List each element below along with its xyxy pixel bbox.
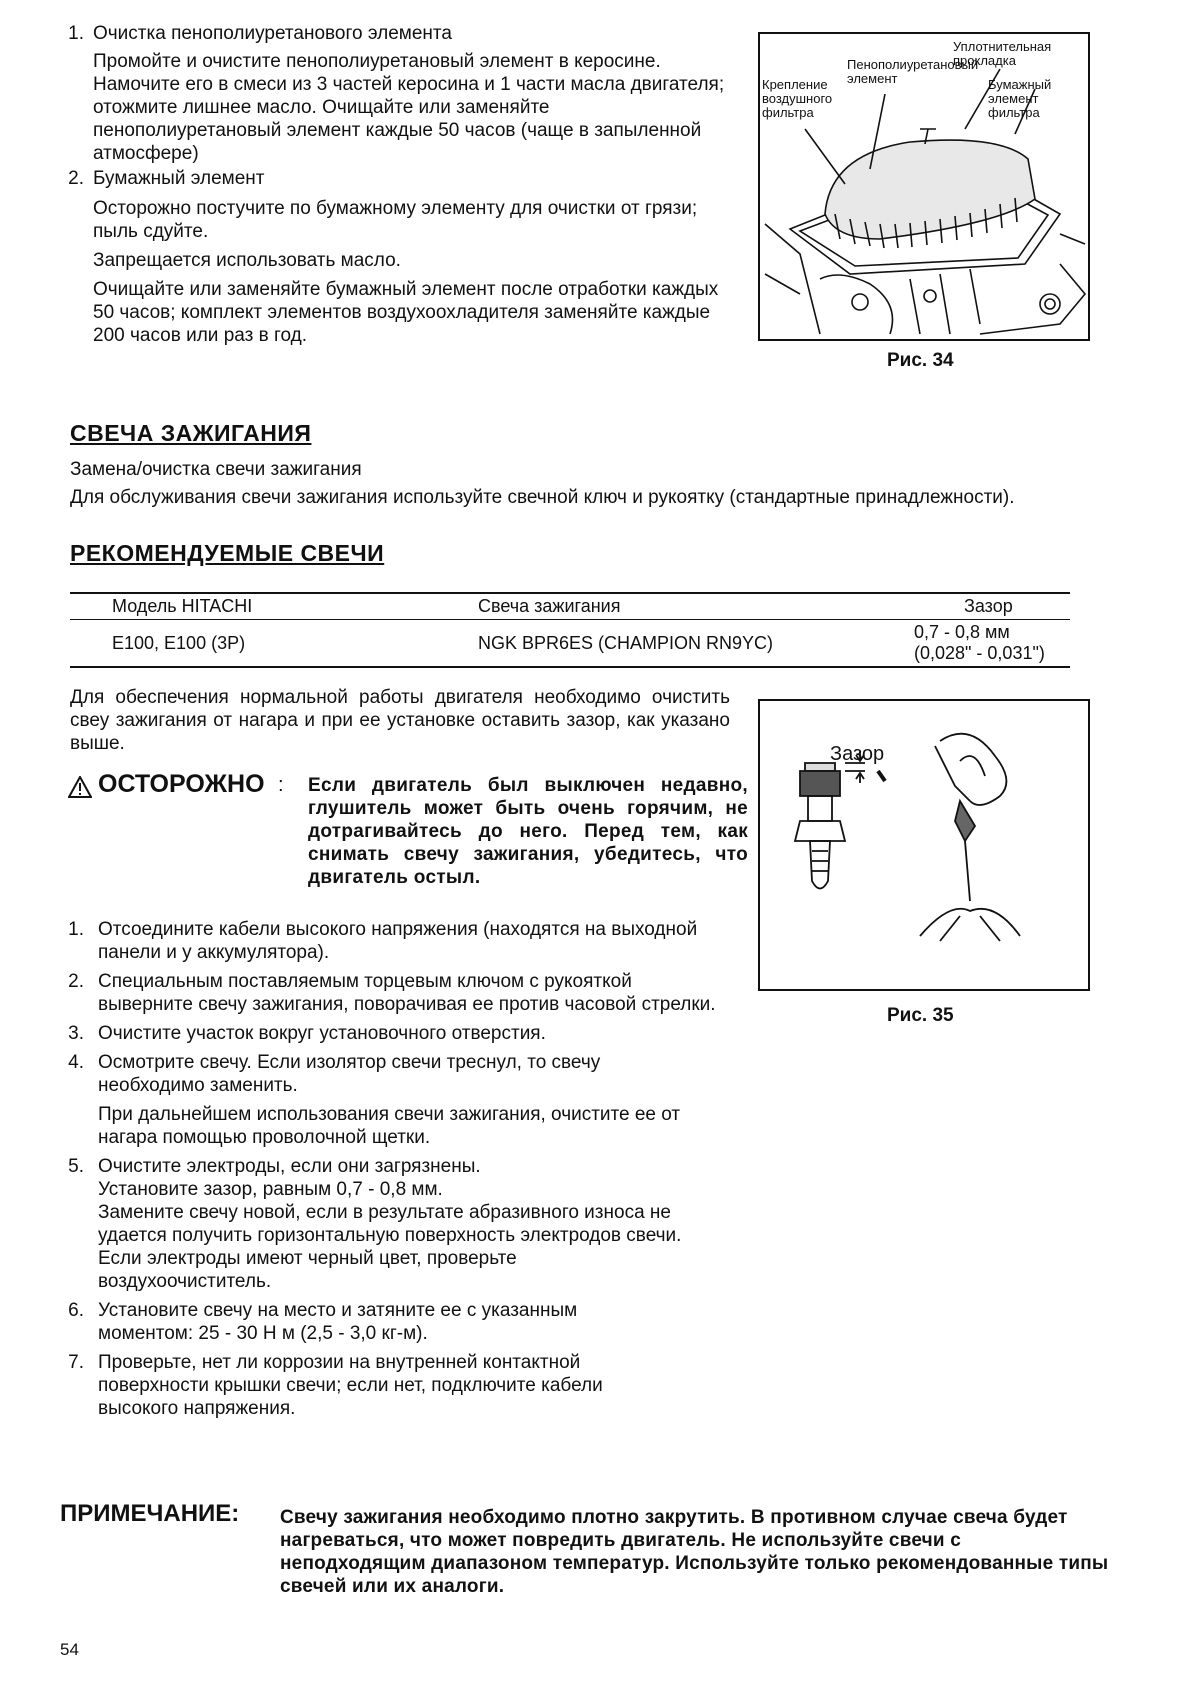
steps-list: [60, 918, 740, 1420]
intro-paragraph: Для обеспечения нормальной работы двигателя необходимо очистить свеу зажигания от нагара и при ее установке оставить зазор, как указано выше.: [70, 687, 730, 754]
figure-34-caption: Рис. 34: [887, 350, 954, 371]
item-paragraph: Запрещается использовать масло.: [93, 250, 401, 271]
step-text: Замените свечу новой, если в результате абразивного износа не удается получить горизонтальную поверхность электродов свечи.: [98, 1202, 682, 1246]
note-label: ПРИМЕЧАНИЕ:: [60, 1500, 240, 1527]
item-number: 2.: [68, 168, 84, 189]
spark-plug-description: Для обслуживания свечи зажигания используйте свечной ключ и рукоятку (стандартные принадлежности).: [70, 487, 1015, 508]
table-header-row: [70, 594, 1070, 620]
figure-35-caption: Рис. 35: [887, 1005, 954, 1026]
step-text: Если электроды имеют черный цвет, проверьте воздухоочиститель.: [98, 1248, 517, 1292]
item-paragraph: Очищайте или заменяйте бумажный элемент после отработки каждых 50 часов; комплект элементов воздухоохладителя заменяйте каждые 200 часов или раз в год.: [93, 279, 719, 346]
step-number: 7.: [68, 1352, 84, 1373]
step-number: 1.: [68, 919, 84, 940]
item-2-title-row: [60, 167, 740, 191]
list-item: [60, 1351, 740, 1420]
table-header: Зазор: [964, 596, 1013, 616]
step-number: 4.: [68, 1052, 84, 1073]
step-text: Установите свечу на место и затяните ее с указанным моментом: 25 - 30 Н м (2,5 - 3,0 кг-м).: [98, 1300, 578, 1344]
note-text: Свечу зажигания необходимо плотно закрутить. В противном случае свеча будет нагреваться, что может повредить двигатель. Не используйте свечи с неподходящим диапазоном температур. Используйте только рекомендованные типы свечей или их аналоги.: [280, 1507, 1109, 1597]
caution-colon: :: [278, 774, 284, 796]
label-filter-mount: Крепление воздушного фильтра: [762, 77, 833, 120]
step-text: Установите зазор, равным 0,7 - 0,8 мм.: [98, 1179, 443, 1200]
step-number: 6.: [68, 1300, 84, 1321]
list-item: [60, 1155, 740, 1293]
table-row: [70, 620, 1070, 667]
item-1-title-row: [60, 22, 740, 46]
item-number: 1.: [68, 23, 84, 44]
item-title: Очистка пенополиуретанового элемента: [93, 23, 452, 44]
caution-text: Если двигатель был выключен недавно, глушитель может быть очень горячим, не дотрагивайтесь до него. Перед тем, как снимать свечу зажигания, убедитесь, что двигатель остыл.: [308, 775, 748, 888]
step-text: Очистите электроды, если они загрязнены.: [98, 1156, 481, 1177]
step-number: 2.: [68, 971, 84, 992]
air-filter-section: [60, 22, 740, 347]
list-item: [60, 918, 740, 964]
list-item: [60, 1022, 740, 1045]
item-paragraph: Осторожно постучите по бумажному элементу для очистки от грязи; пыль сдуйте.: [93, 198, 698, 242]
step-number: 3.: [68, 1023, 84, 1044]
label-foam-element: Пенополиуретановый элемент: [847, 57, 979, 86]
step-text: Осмотрите свечу. Если изолятор свечи треснул, то свечу необходимо заменить.: [98, 1052, 601, 1096]
step-text: Проверьте, нет ли коррозии на внутренней контактной поверхности крышки свечи; если нет, подключите кабели высокого напряжения.: [98, 1352, 603, 1419]
table-cell: E100, E100 (3P): [112, 632, 246, 653]
table-cell: 0,7 - 0,8 мм (0,028" - 0,031"): [914, 622, 1045, 663]
step-text: Специальным поставляемым торцевым ключом с рукояткой выверните свечу зажигания, поворачивая ее против часовой стрелки.: [98, 971, 716, 1015]
recommended-plugs-table: [70, 592, 1070, 668]
gap-label: Зазор: [830, 743, 885, 765]
table-header: Модель HITACHI: [112, 596, 253, 616]
list-item: [60, 970, 740, 1016]
warning-triangle-icon: [68, 776, 92, 798]
spark-plug-illustration: [760, 701, 1088, 989]
step-number: 5.: [68, 1156, 84, 1177]
step-text: Отсоедините кабели высокого напряжения (находятся на выходной панели и у аккумулятора).: [98, 919, 698, 963]
item-paragraph: Промойте и очистите пенополиуретановый элемент в керосине. Намочите его в смеси из 3 частей керосина и 1 части масла двигателя; отожмите лишнее масло. Очищайте или заменяйте пенополиуретановый элемент каждые 50 часов (чаще в запыленной атмосфере): [93, 51, 725, 164]
caution-block: [68, 770, 748, 900]
list-item: [60, 1051, 740, 1149]
caution-label: ОСТОРОЖНО: [98, 770, 265, 798]
list-item: [60, 1299, 740, 1345]
item-title: Бумажный элемент: [93, 168, 265, 189]
figure-34-air-filter: [758, 32, 1090, 341]
figure-35-spark-plug-gap: [758, 699, 1090, 991]
label-paper-element: Бумажный элемент фильтра: [988, 77, 1052, 120]
page-number: 54: [60, 1640, 79, 1659]
recommended-plugs-heading: РЕКОМЕНДУЕМЫЕ СВЕЧИ: [70, 540, 385, 566]
step-extra-text: При дальнейшем использования свечи зажигания, очистите ее от нагара помощью проволочной щетки.: [98, 1104, 681, 1148]
spark-plug-heading: СВЕЧА ЗАЖИГАНИЯ: [70, 420, 312, 446]
table-cell: NGK BPR6ES (CHAMPION RN9YC): [478, 632, 774, 653]
label-gasket: Уплотнительная прокладка: [953, 39, 1052, 68]
step-text: Очистите участок вокруг установочного отверстия.: [98, 1023, 546, 1044]
spark-plug-subtitle: Замена/очистка свечи зажигания: [70, 459, 362, 480]
table-header: Свеча зажигания: [478, 596, 621, 616]
